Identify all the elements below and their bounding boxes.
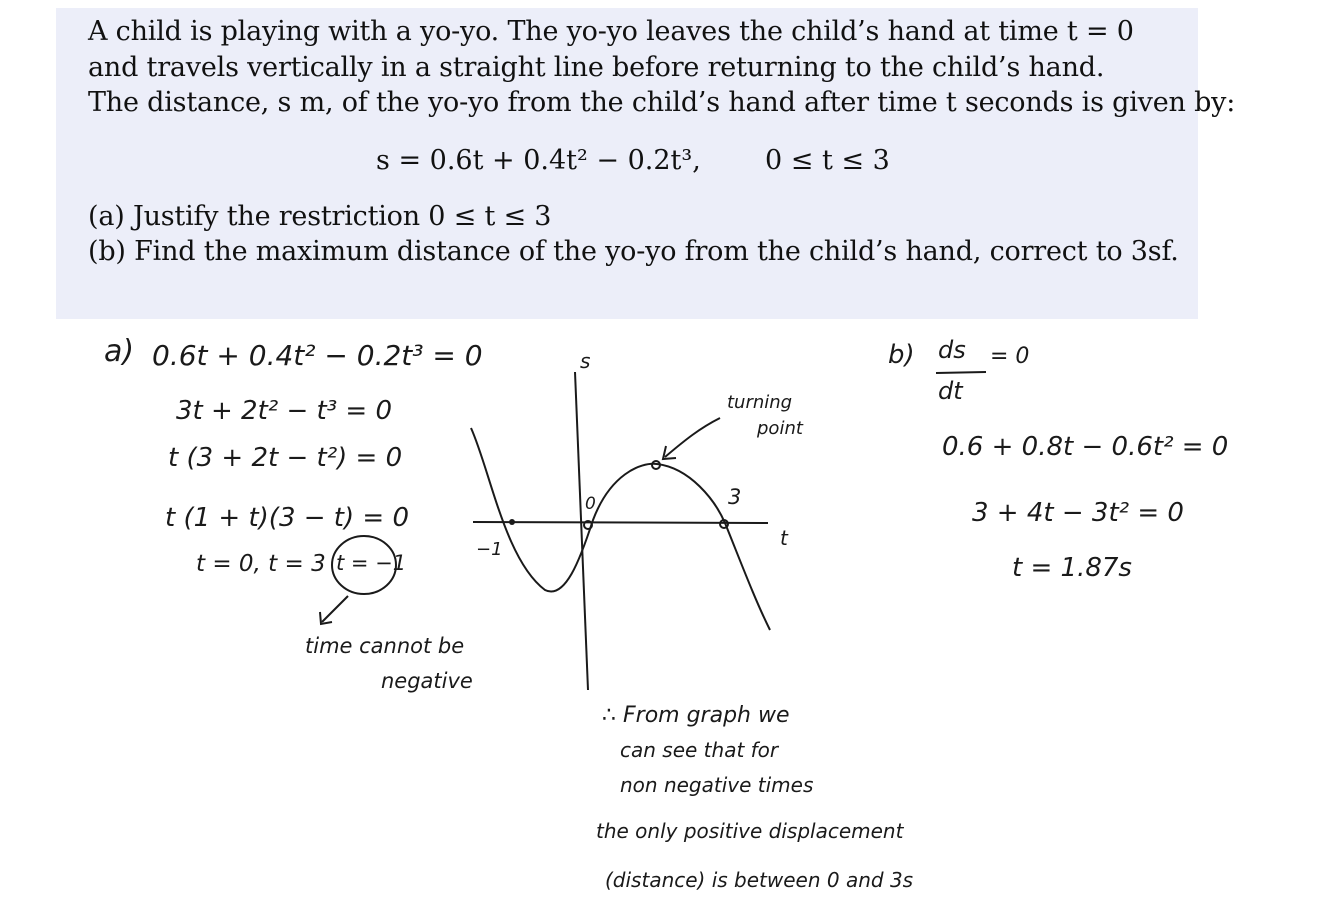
derivative-denominator: dt	[938, 377, 963, 405]
graph-curve	[471, 428, 770, 630]
graph-t-axis-label: t	[780, 526, 788, 550]
answer-a-step-3: t (3 + 2t − t²) = 0	[168, 443, 403, 473]
answer-b-step-1: 0.6 + 0.8t − 0.6t² = 0	[942, 432, 1229, 462]
answer-b-step-2: 3 + 4t − 3t² = 0	[972, 498, 1184, 528]
question-line-2: and travels vertically in a straight line before returning to the child’s hand.	[88, 52, 1105, 83]
answer-a-step-1: 0.6t + 0.4t² − 0.2t³ = 0	[152, 339, 483, 372]
conclusion-line-1: ∴ From graph we	[602, 703, 790, 728]
rejected-root-circle	[332, 536, 396, 594]
turning-point-label-1: turning	[727, 392, 793, 413]
conclusion-line-5: (distance) is between 0 and 3s	[605, 868, 914, 892]
answer-a-roots: t = 0, t = 3	[196, 551, 326, 577]
conclusion-line-3: non negative times	[620, 773, 814, 797]
conclusion-line-4: the only positive displacement	[596, 819, 904, 843]
time-domain: 0 ≤ t ≤ 3	[765, 145, 890, 176]
derivative-equals-zero: = 0	[990, 344, 1030, 369]
answer-a-note-line-2: negative	[381, 669, 473, 693]
part-b-prompt: (b) Find the maximum distance of the yo-yo from the child’s hand, correct to 3sf.	[88, 236, 1179, 267]
displacement-equation: s = 0.6t + 0.4t² − 0.2t³,	[376, 145, 701, 176]
answer-a-rejected-root: t = −1	[336, 551, 407, 575]
answer-b-label: b)	[888, 340, 915, 370]
turning-point-label-2: point	[757, 418, 803, 439]
answer-a-label: a)	[104, 334, 135, 369]
question-line-3: The distance, s m, of the yo-yo from the child’s hand after time t seconds is given by:	[88, 87, 1236, 118]
derivative-fraction-bar	[936, 372, 986, 373]
root-dot-neg1	[509, 519, 515, 525]
graph-s-axis	[575, 372, 588, 690]
derivative-numerator: ds	[938, 336, 966, 364]
conclusion-line-2: can see that for	[620, 738, 779, 762]
answer-a-step-4: t (1 + t)(3 − t) = 0	[165, 503, 409, 533]
answer-a-note-line-1: time cannot be	[305, 634, 465, 658]
graph-s-axis-label: s	[580, 349, 591, 373]
answer-a-step-2: 3t + 2t² − t³ = 0	[176, 396, 392, 426]
part-a-prompt: (a) Justify the restriction 0 ≤ t ≤ 3	[88, 201, 552, 232]
graph-label-3: 3	[728, 485, 742, 509]
answer-b-result: t = 1.87s	[1012, 553, 1132, 583]
question-line-1: A child is playing with a yo-yo. The yo-yo leaves the child’s hand at time t = 0	[88, 16, 1134, 47]
turning-point-arrow	[665, 418, 720, 457]
note-arrow	[322, 596, 348, 622]
graph-label-neg1: −1	[476, 539, 503, 560]
graph-label-0: 0	[585, 494, 596, 514]
